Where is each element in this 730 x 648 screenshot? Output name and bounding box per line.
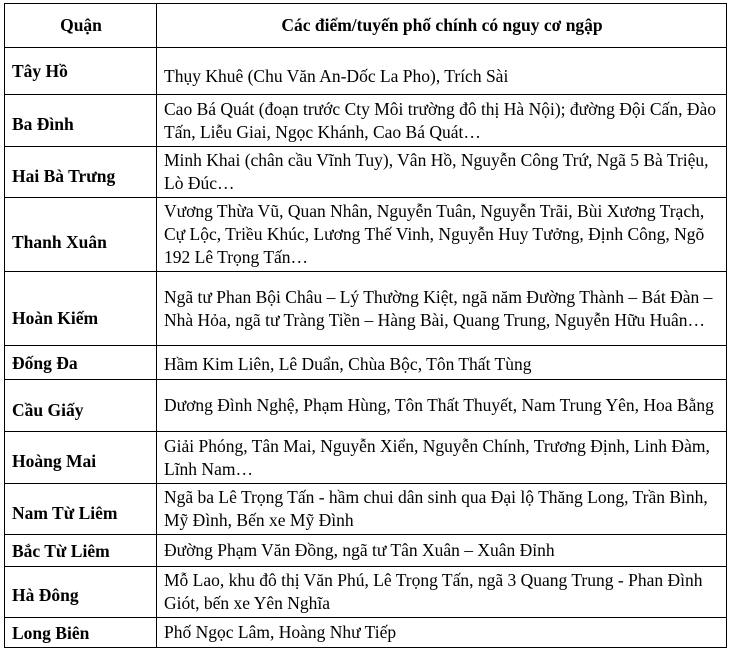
district-name: Ba Đình xyxy=(5,95,157,147)
district-name: Tây Hồ xyxy=(5,48,157,95)
district-name: Long Biên xyxy=(5,618,157,648)
district-name: Cầu Giấy xyxy=(5,380,157,432)
street-list: Giải Phóng, Tân Mai, Nguyễn Xiển, Nguyễn Chính, Trương Định, Linh Đàm, Lĩnh Nam… xyxy=(157,432,727,484)
table-row xyxy=(5,567,727,618)
street-list: Vương Thừa Vũ, Quan Nhân, Nguyễn Tuân, Nguyễn Trãi, Bùi Xương Trạch, Cự Lộc, Triều Khúc, Lương Thế Vinh, Nguyễn Huy Tưởng, Định Công, Ngõ 192 Lê Trọng Tấn… xyxy=(157,198,727,272)
street-list: Ngã ba Lê Trọng Tấn - hầm chui dân sinh qua Đại lộ Thăng Long, Trần Bình, Mỹ Đình, Bến xe Mỹ Đình xyxy=(157,484,727,535)
header-district: Quận xyxy=(5,4,157,48)
district-name: Hai Bà Trưng xyxy=(5,147,157,198)
street-list: Cao Bá Quát (đoạn trước Cty Môi trường đô thị Hà Nội); đường Đội Cấn, Đào Tấn, Liễu Giai, Ngọc Khánh, Cao Bá Quát… xyxy=(157,95,727,147)
district-name: Đống Đa xyxy=(5,346,157,380)
district-name: Hà Đông xyxy=(5,567,157,618)
street-list: Dương Đình Nghệ, Phạm Hùng, Tôn Thất Thuyết, Nam Trung Yên, Hoa Bằng xyxy=(157,380,727,432)
header-streets: Các điểm/tuyến phố chính có nguy cơ ngập xyxy=(157,4,727,48)
table-row xyxy=(5,432,727,484)
table-row xyxy=(5,48,727,95)
district-name: Nam Từ Liêm xyxy=(5,484,157,535)
street-list: Đường Phạm Văn Đồng, ngã tư Tân Xuân – Xuân Đỉnh xyxy=(157,535,727,567)
street-list: Ngã tư Phan Bội Châu – Lý Thường Kiệt, ngã năm Đường Thành – Bát Đàn – Nhà Hỏa, ngã tư Tràng Tiền – Hàng Bài, Quang Trung, Nguyễn Hữu Huân… xyxy=(157,272,727,346)
district-name: Thanh Xuân xyxy=(5,198,157,272)
street-list: Thụy Khuê (Chu Văn An-Dốc La Pho), Trích Sài xyxy=(157,48,727,95)
table-row xyxy=(5,380,727,432)
street-list: Minh Khai (chân cầu Vĩnh Tuy), Vân Hồ, Nguyễn Công Trứ, Ngã 5 Bà Triệu, Lò Đúc… xyxy=(157,147,727,198)
district-name: Hoàn Kiếm xyxy=(5,272,157,346)
table-header-row xyxy=(5,4,727,48)
street-list: Hầm Kim Liên, Lê Duẩn, Chùa Bộc, Tôn Thất Tùng xyxy=(157,346,727,380)
table-row xyxy=(5,535,727,567)
table-row xyxy=(5,346,727,380)
district-name: Hoàng Mai xyxy=(5,432,157,484)
district-name: Bắc Từ Liêm xyxy=(5,535,157,567)
table-row xyxy=(5,147,727,198)
table-row xyxy=(5,484,727,535)
table-row xyxy=(5,198,727,272)
table-row xyxy=(5,272,727,346)
flood-risk-table xyxy=(4,3,727,648)
street-list: Mỗ Lao, khu đô thị Văn Phú, Lê Trọng Tấn, ngã 3 Quang Trung - Phan Đình Giót, bến xe Yên Nghĩa xyxy=(157,567,727,618)
table-row xyxy=(5,618,727,648)
table-row xyxy=(5,95,727,147)
street-list: Phố Ngọc Lâm, Hoàng Như Tiếp xyxy=(157,618,727,648)
